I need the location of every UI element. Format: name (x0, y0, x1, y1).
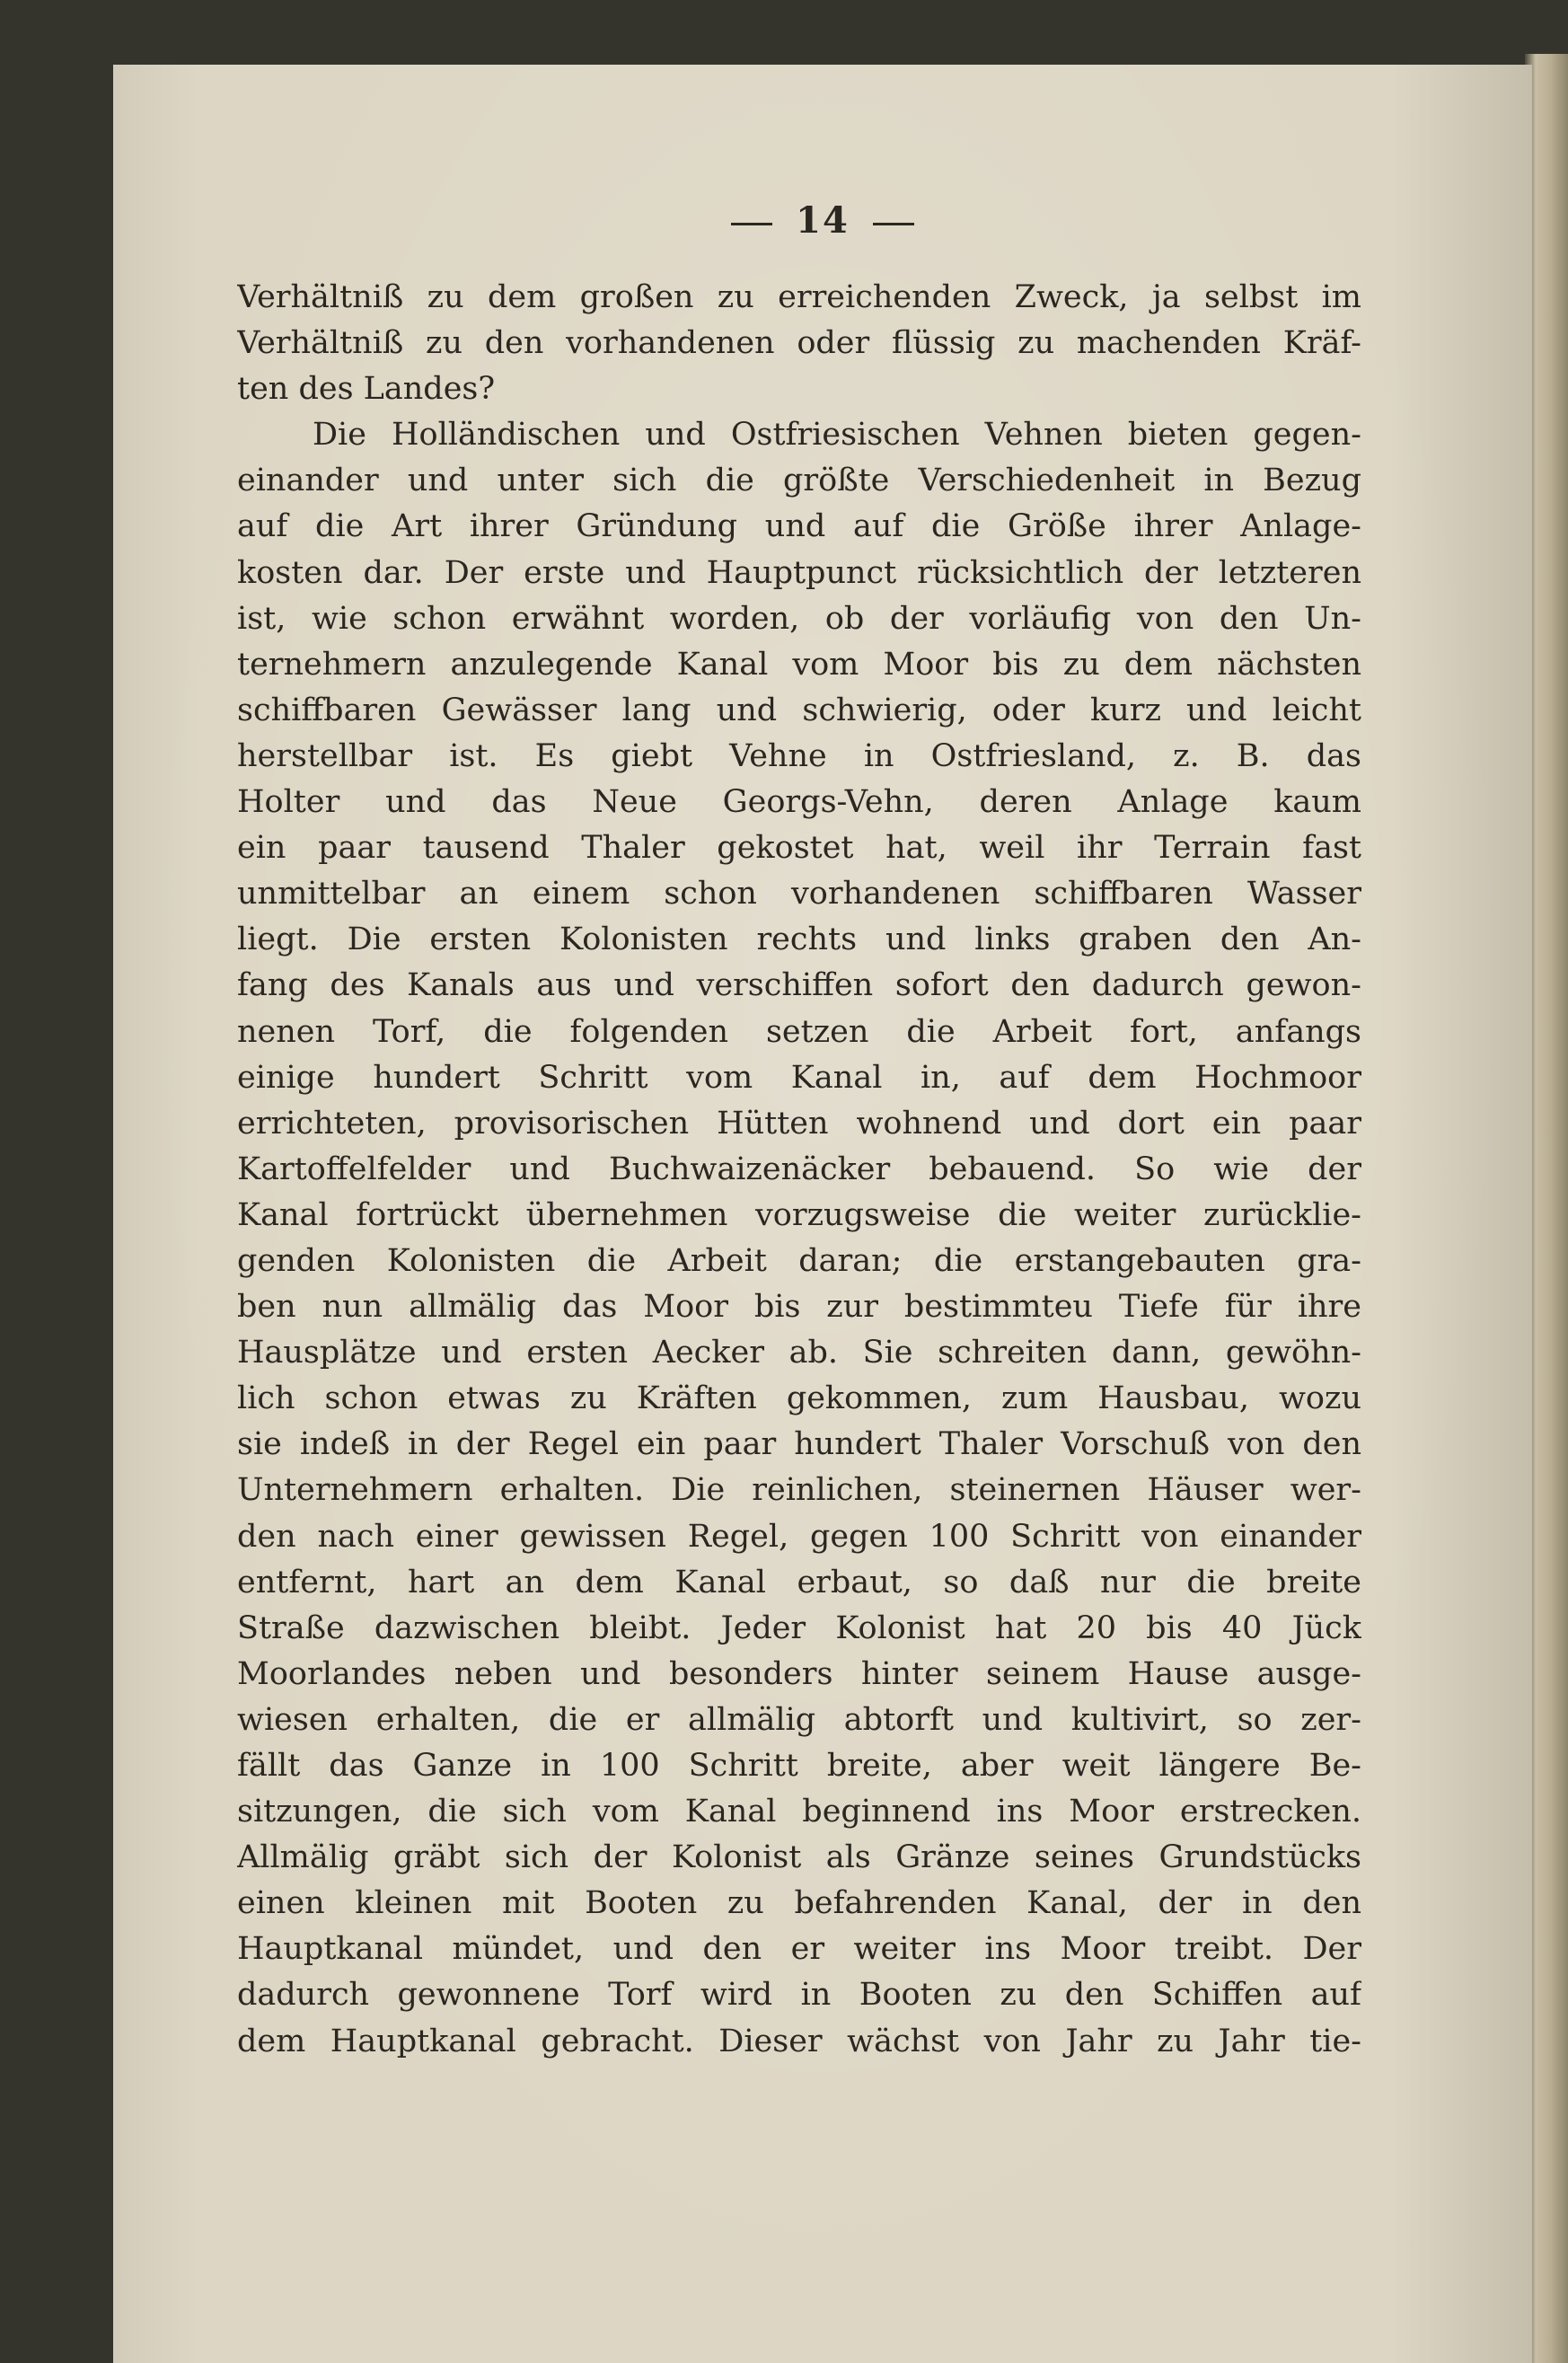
text-line: Allmälig gräbt sich der Kolonist als Gränze seines Grundstücks (237, 1839, 1361, 1876)
text-line: einander und unter sich die größte Verschiedenheit in Bezug (237, 463, 1361, 499)
text-line: sie indeß in der Regel ein paar hundert Thaler Vorschuß von den (237, 1426, 1361, 1463)
text-line: ein paar tausend Thaler gekostet hat, weil ihr Terrain fast (237, 830, 1361, 867)
text-line: sitzungen, die sich vom Kanal beginnend ins Moor erstrecken. (237, 1794, 1361, 1830)
text-line: kosten dar. Der erste und Hauptpunct rücksichtlich der letzteren (237, 554, 1361, 591)
folio-dash-right (873, 223, 914, 225)
text-line: ternehmern anzulegende Kanal vom Moor bis zu dem nächsten (237, 646, 1361, 683)
text-line: schiffbaren Gewässer lang und schwierig, oder kurz und leicht (237, 692, 1361, 728)
text-line: dadurch gewonnene Torf wird in Booten zu den Schiffen auf (237, 1977, 1361, 2014)
text-line: unmittelbar an einem schon vorhandenen schiffbaren Wasser (237, 876, 1361, 913)
text-line: herstellbar ist. Es giebt Vehne in Ostfriesland, z. B. das (237, 737, 1361, 774)
text-line: nenen Torf, die folgenden setzen die Arbeit fort, anfangs (237, 1013, 1361, 1050)
text-line: Holter und das Neue Georgs-Vehn, deren Anlage kaum (237, 784, 1361, 821)
page-number: 14 (796, 199, 850, 242)
text-line: dem Hauptkanal gebracht. Dieser wächst von Jahr zu Jahr tie- (237, 2023, 1361, 2059)
text-line: einen kleinen mit Booten zu befahrenden Kanal, der in den (237, 1885, 1361, 1922)
text-line: auf die Art ihrer Gründung und auf die Größe ihrer Anlage- (237, 508, 1361, 545)
text-line: wiesen erhalten, die er allmälig abtorft und kultivirt, so zer- (237, 1701, 1361, 1738)
text-line: lich schon etwas zu Kräften gekommen, zum Hausbau, wozu (237, 1380, 1361, 1417)
text-line: Moorlandes neben und besonders hinter seinem Hause ausge- (237, 1655, 1361, 1692)
text-line: einige hundert Schritt vom Kanal in, auf dem Hochmoor (237, 1059, 1361, 1096)
text-line: Hausplätze und ersten Aecker ab. Sie schreiten dann, gewöhn- (237, 1335, 1361, 1371)
text-line: Straße dazwischen bleibt. Jeder Kolonist hat 20 bis 40 Jück (237, 1609, 1361, 1646)
text-line: Unternehmern erhalten. Die reinlichen, steinernen Häuser wer- (237, 1472, 1361, 1509)
text-line: Verhältniß zu dem großen zu erreichenden Zweck, ja selbst im (237, 279, 1361, 315)
text-line: Hauptkanal mündet, und den er weiter ins Moor treibt. Der (237, 1931, 1361, 1968)
text-line: den nach einer gewissen Regel, gegen 100 Schritt von einander (237, 1518, 1361, 1555)
text-line: Kanal fortrückt übernehmen vorzugsweise die weiter zurücklie- (237, 1196, 1361, 1233)
page-number-header (113, 199, 1532, 242)
text-line: Die Holländischen und Ostfriesischen Vehnen bieten gegen- (313, 417, 1361, 454)
text-line: genden Kolonisten die Arbeit daran; die erstangebauten gra- (237, 1242, 1361, 1279)
text-line: errichteten, provisorischen Hütten wohnend und dort ein paar (237, 1105, 1361, 1142)
text-line: Kartoffelfelder und Buchwaizenäcker bebauend. So wie der (237, 1151, 1361, 1187)
text-line: ten des Landes? (237, 371, 496, 408)
text-line: Verhältniß zu den vorhandenen oder flüssig zu machenden Kräf- (237, 325, 1361, 362)
folio-dash-left (731, 223, 772, 225)
text-line: entfernt, hart an dem Kanal erbaut, so daß nur die breite (237, 1564, 1361, 1600)
text-line: fang des Kanals aus und verschiffen sofort den dadurch gewon- (237, 967, 1361, 1004)
text-line: fällt das Ganze in 100 Schritt breite, aber weit längere Be- (237, 1748, 1361, 1784)
page-body-text (237, 275, 1361, 2065)
text-line: ben nun allmälig das Moor bis zur bestimmteu Tiefe für ihre (237, 1289, 1361, 1326)
text-line: ist, wie schon erwähnt worden, ob der vorläufig von den Un- (237, 600, 1361, 637)
text-line: liegt. Die ersten Kolonisten rechts und links graben den An- (237, 921, 1361, 958)
